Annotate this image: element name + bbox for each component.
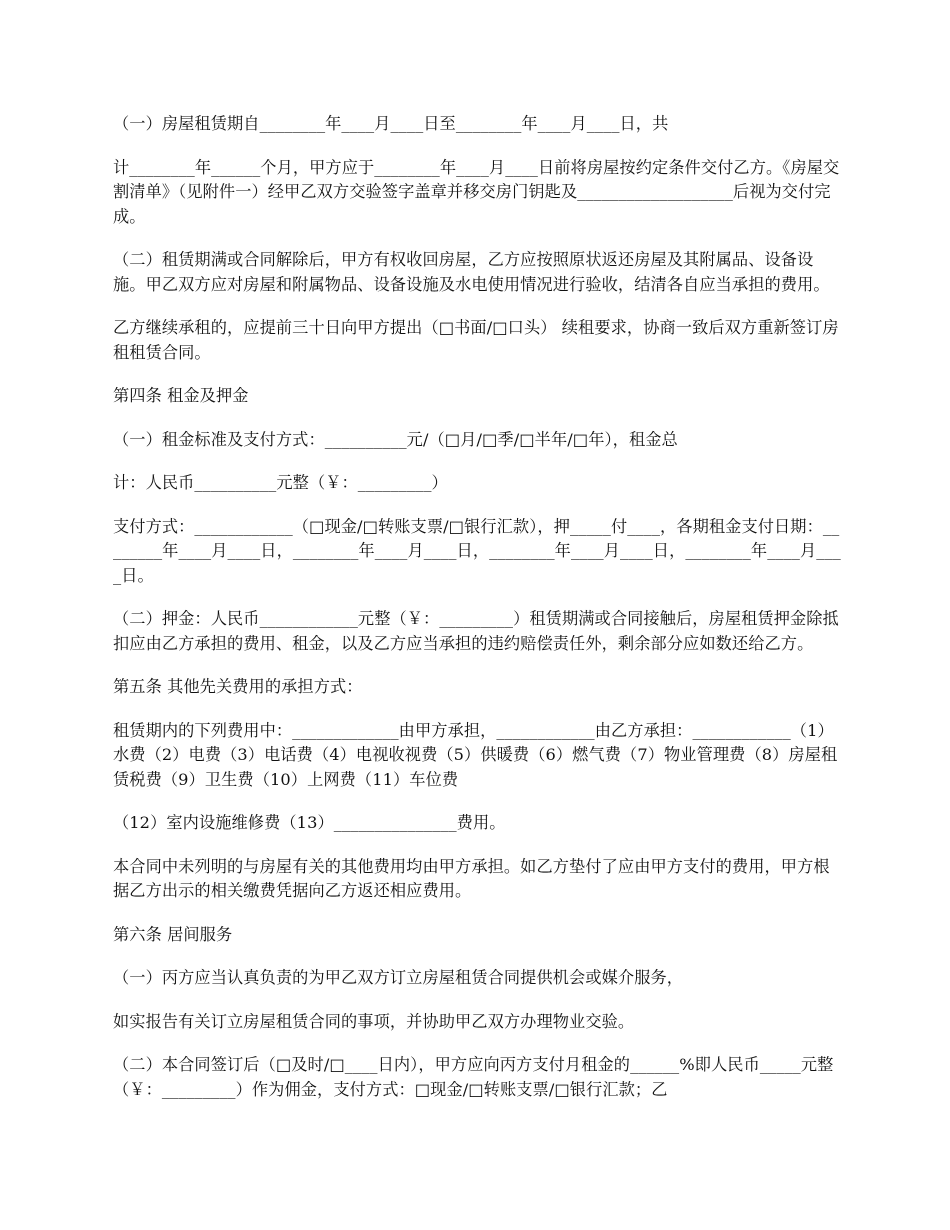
section-heading-other-fees: 第五条 其他先关费用的承担方式： [113, 677, 363, 696]
paragraph-renewal: 乙方继续承租的，应提前三十日向甲方提出（□书面/□口头） 续租要求，协商一致后双方重新签订房租租赁合同。 [113, 318, 839, 362]
paragraph-payment-method: 支付方式：____________（□现金/□转账支票/□银行汇款），押_____付____，各期租金支付日期：________年____月____日，________年____月____日，________年____月____日，________年____月____日。 [113, 516, 841, 585]
document-page [113, 112, 843, 1102]
paragraph-fee-list-continued: （12）室内设施维修费（13）_______________费用。 [113, 813, 506, 832]
paragraph-deposit: （二）押金：人民币____________元整（￥：_________）租赁期满或合同接触后，房屋租赁押金除抵扣应由乙方承担的费用、租金，以及乙方应当承担的违约赔偿责任外，剩余部分应如数还给乙方。 [113, 609, 839, 653]
paragraph-rent-standard: （一）租金标准及支付方式：__________元/（□月/□季/□半年/□年），租金总 [113, 429, 678, 449]
paragraph-intermediary-duty: （一）丙方应当认真负责的为甲乙双方订立房屋租赁合同提供机会或媒介服务， [113, 968, 684, 987]
paragraph-commission: （二）本合同签订后（□及时/□____日内），甲方应向丙方支付月租金的______%即人民币_____元整（￥：_________）作为佣金，支付方式：□现金/□转账支票/□银行汇款；乙 [113, 1055, 834, 1099]
paragraph-lease-term: （一）房屋租赁期自________年____月____日至________年____月____日，共 [113, 114, 669, 133]
paragraph-unlisted-fees: 本合同中未列明的与房屋有关的其他费用均由甲方承担。如乙方垫付了应由甲方支付的费用，甲方根据乙方出示的相关缴费凭据向乙方返还相应费用。 [113, 856, 830, 900]
section-heading-intermediary: 第六条 居间服务 [113, 924, 233, 944]
paragraph-intermediary-report: 如实报告有关订立房屋租赁合同的事项，并协助甲乙双方办理物业交验。 [113, 1011, 635, 1031]
paragraph-fee-list: 租赁期内的下列费用中：_____________由甲方承担，____________由乙方承担：____________（1）水费（2）电费（3）电话费（4）电视收视费（5）供暖费（6）燃气费（7）物业管理费（8）房屋租赁税费（9）卫生费（10）上网费（11）车位费 [113, 720, 838, 789]
paragraph-delivery: 计________年______个月，甲方应于________年____月____日前将房屋按约定条件交付乙方。《房屋交割清单》（见附件一）经甲乙双方交验签字盖章并移交房门钥匙及___________________后视为交付完成。 [113, 157, 840, 226]
section-heading-rent-deposit: 第四条 租金及押金 [113, 386, 249, 405]
paragraph-return: （二）租赁期满或合同解除后，甲方有权收回房屋，乙方应按照原状返还房屋及其附属品、设备设施。甲乙双方应对房屋和附属物品、设备设施及水电使用情况进行验收，结清各自应当承担的费用。 [113, 250, 830, 294]
paragraph-rent-total: 计：人民币__________元整（￥：_________） [113, 473, 448, 492]
